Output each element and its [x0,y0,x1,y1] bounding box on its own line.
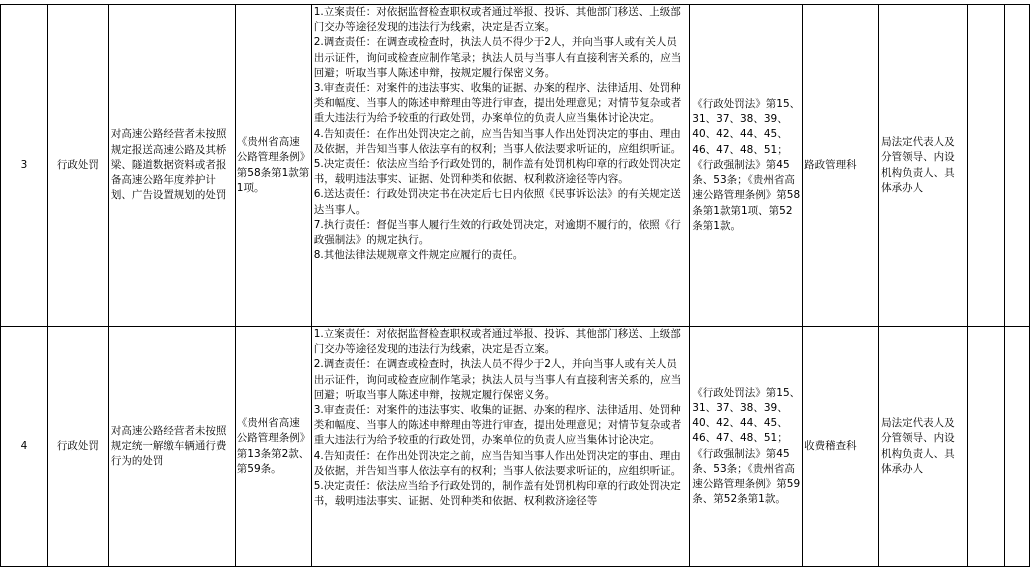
table-row [1,5,1030,327]
legal-basis: 《贵州省高速公路管理条例》第58条第1款第1项。 [235,5,311,327]
responsibility-item: 5.决定责任：依法应当给予行政处罚的，制作盖有处罚机构印章的行政处罚决定书，载明违法事实、证据、处罚种类和依据、权利救济途径等内容。 [313,158,681,186]
empty-cell [1004,5,1029,327]
empty-cell [968,5,1005,327]
responsibility-list [311,327,690,567]
responsibility-item: 1.立案责任：对依据监督检查职权或者通过举报、投诉、其他部门移送、上级部门交办等途径发现的违法行为线索，决定是否立案。 [313,328,681,356]
power-name: 对高速公路经营者未按照规定报送高速公路及其桥梁、隧道数据资料或者报备高速公路年度养护计划、广告设置规划的处罚 [108,5,235,327]
responsibility-item: 4.告知责任：在作出处罚决定之前，应当告知当事人作出处罚决定的事由、理由及依据，并告知当事人依法享有的权利；当事人依法要求听证的，应组织听证。 [313,127,682,155]
row-index: 3 [1,5,48,327]
table-row [1,327,1030,567]
responsible-subject: 局法定代表人及分管领导、内设机构负责人、具体承办人 [879,327,968,567]
responsible-department: 路政管理科 [803,5,879,327]
responsibility-item: 6.送达责任：行政处罚决定书在决定后七日内依照《民事诉讼法》的有关规定送达当事人。 [313,188,681,216]
responsibility-item: 1.立案责任：对依据监督检查职权或者通过举报、投诉、其他部门移送、上级部门交办等途径发现的违法行为线索，决定是否立案。 [313,6,681,34]
responsibility-item: 4.告知责任：在作出处罚决定之前，应当告知当事人作出处罚决定的事由、理由及依据，并告知当事人依法享有的权利；当事人依法要求听证的，应组织听证。 [313,449,682,477]
responsibility-item: 3.审查责任：对案件的违法事实、收集的证据、办案的程序、法律适用、处罚种类和幅度、当事人的陈述申辩理由等进行审查，提出处理意见；对情节复杂或者重大违法行为给予较重的行政处罚，办案单位的负责人应当集体讨论决定。 [313,404,682,447]
responsibility-list [311,5,690,327]
responsibility-item: 3.审查责任：对案件的违法事实、收集的证据、办案的程序、法律适用、处罚种类和幅度、当事人的陈述申辩理由等进行审查，提出处理意见；对情节复杂或者重大违法行为给予较重的行政处罚，办案单位的负责人应当集体讨论决定。 [313,82,682,125]
responsibility-item: 5.决定责任：依法应当给予行政处罚的，制作盖有处罚机构印章的行政处罚决定书，载明违法事实、证据、处罚种类和依据、权利救济途径等 [313,480,681,508]
empty-cell [968,327,1005,567]
responsibility-table [0,4,1030,567]
responsibility-item: 2.调查责任：在调查或检查时，执法人员不得少于2人，并向当事人或有关人员出示证件，询问或检查应制作笔录；执法人员与当事人有直接利害关系的，应当回避；听取当事人陈述申辩，按规定履行保密义务。 [313,36,682,79]
responsible-department: 收费稽查科 [803,327,879,567]
row-index: 4 [1,327,48,567]
responsibility-item: 7.执行责任：督促当事人履行生效的行政处罚决定，对逾期不履行的，依照《行政强制法》的规定执行。 [313,218,681,247]
legal-basis: 《贵州省高速公路管理条例》第13条第2款、第59条。 [235,327,311,567]
power-name: 对高速公路经营者未按照规定统一解缴车辆通行费行为的处罚 [108,327,235,567]
empty-cell [1004,327,1029,567]
responsibility-item: 8.其他法律法规规章文件规定应履行的责任。 [313,249,524,262]
power-type: 行政处罚 [47,5,108,327]
responsible-subject: 局法定代表人及分管领导、内设机构负责人、具体承办人 [879,5,968,327]
power-type: 行政处罚 [47,327,108,567]
law-reference: 《行政处罚法》第15、31、37、38、39、40、42、44、45、46、47、48、51；《行政强制法》第45条、53条；《贵州省高速公路管理条例》第58条第1款第1项、第52条第1款。 [690,5,803,327]
law-reference: 《行政处罚法》第15、31、37、38、39、40、42、44、45、46、47、48、51；《行政强制法》第45条、53条；《贵州省高速公路管理条例》第59条、第52条第1款。 [690,327,803,567]
responsibility-item: 2.调查责任：在调查或检查时，执法人员不得少于2人，并向当事人或有关人员出示证件，询问或检查应制作笔录；执法人员与当事人有直接利害关系的，应当回避；听取当事人陈述申辩，按规定履行保密义务。 [313,358,682,401]
